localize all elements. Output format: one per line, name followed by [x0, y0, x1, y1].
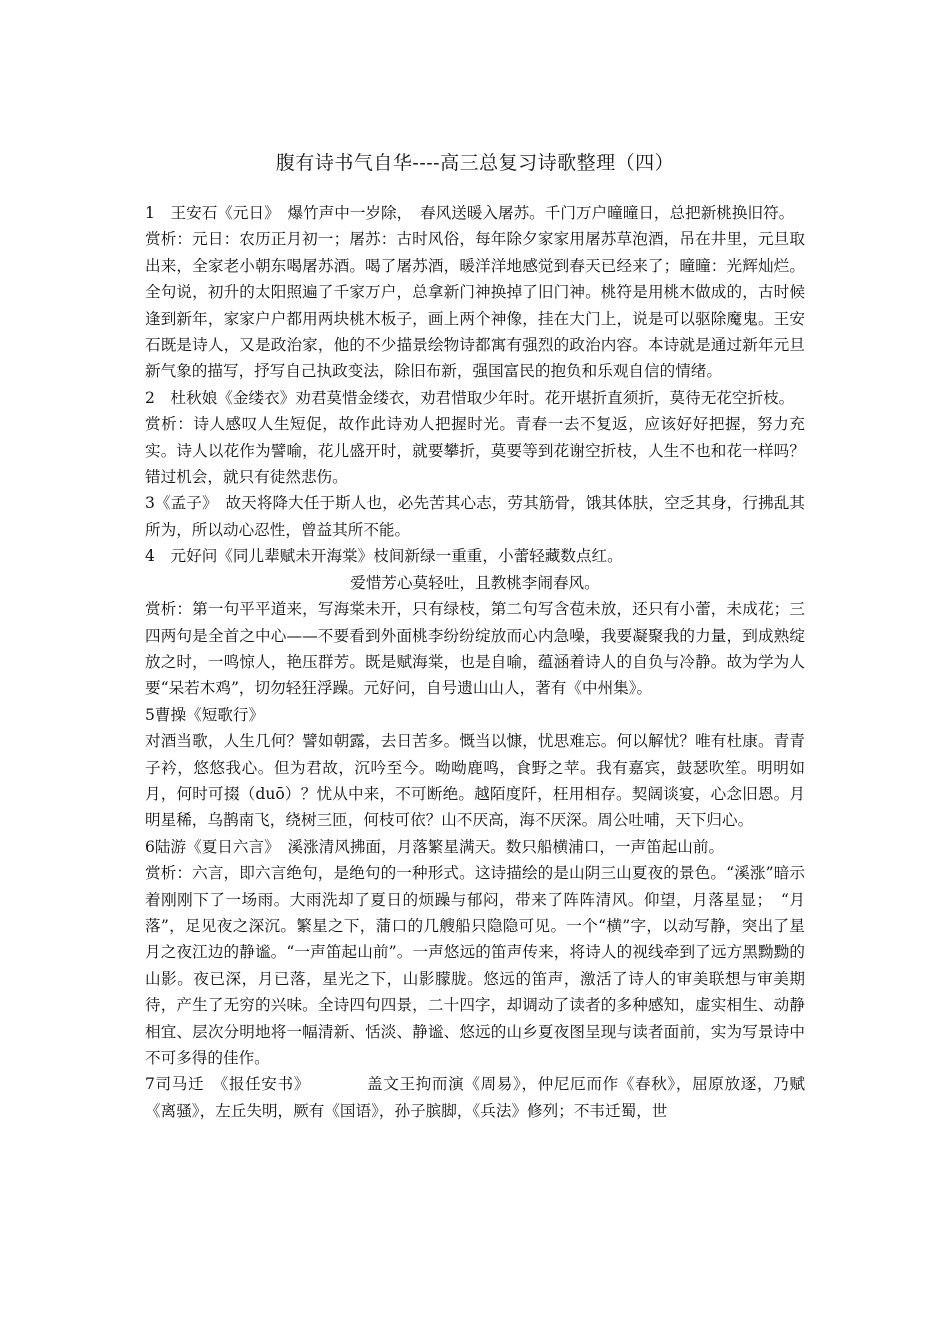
- document-body: [145, 200, 805, 1124]
- poem-4-text-line1: 4 元好问《同儿辈赋未开海棠》枝间新绿一重重，小蕾轻藏数点红。: [145, 547, 623, 566]
- poem-1-text: 1 王安石《元日》 爆竹声中一岁除， 春风送暖入屠苏。千门万户曈曈日，总把新桃换旧符。: [145, 204, 795, 222]
- poem-5-text: 对酒当歌，人生几何？譬如朝露，去日苦多。慨当以慷，忧思难忘。何以解忧？唯有杜康。青青子衿，悠悠我心。但为君故，沉吟至今。呦呦鹿鸣，食野之苹。我有嘉宾，鼓瑟吹笙。明明如月，何时可掇（duō）？忧从中来，不可断绝。越陌度阡，枉用相存。契阔谈宴，心念旧恩。月明星稀，乌鹊南飞，绕树三匝，何枝可依？山不厌高，海不厌深。周公吐哺，天下归心。: [145, 732, 805, 830]
- document-title: 腹有诗书气自华----高三总复习诗歌整理（四）: [275, 152, 675, 174]
- poem-2-analysis: 赏析：诗人感叹人生短促，故作此诗劝人把握时光。青春一去不复返，应该好好把握，努力充实。诗人以花作为譬喻，花儿盛开时，就要攀折，莫要等到花谢空折枝，人生不也和花一样吗？错过机会，就只有徒然悲伤。: [145, 415, 805, 487]
- passage-7-text: 7司马迁 《报任安书》 盖文王拘而演《周易》，仲尼厄而作《春秋》，屈原放逐，乃赋《离骚》，左丘失明，厥有《国语》，孙子膑脚，《兵法》修列；不韦迁蜀，世: [145, 1075, 805, 1120]
- poem-2-text: 2 杜秋娘《金缕衣》劝君莫惜金缕衣，劝君惜取少年时。花开堪折直须折，莫待无花空折枝。: [145, 388, 795, 407]
- poem-1-analysis: 赏析：元日：农历正月初一；屠苏：古时风俗，每年除夕家家用屠苏草泡酒，吊在井里，元旦取出来，全家老小朝东喝屠苏酒。喝了屠苏酒，暖洋洋地感觉到春天已经来了；曈曈：光辉灿烂。全句说，初升的太阳照遍了千家万户，总拿新门神换掉了旧门神。桃符是用桃木做成的，古时候逢到新年，家家户户都用两块桃木板子，画上两个神像，挂在大门上，说是可以驱除魔鬼。王安石既是诗人，又是政治家，他的不少描景绘物诗都寓有强烈的政治内容。本诗就是通过新年元旦新气象的描写，抒写自己执政变法，除旧布新，强国富民的抱负和乐观自信的情绪。: [145, 230, 805, 381]
- passage-3-text: 3《孟子》 故天将降大任于斯人也，必先苦其心志，劳其筋骨，饿其体肤，空乏其身，行拂乱其所为，所以动心忍性，曾益其所不能。: [145, 494, 805, 539]
- poem-4-text-line2: 爱惜芳心莫轻吐，且教桃李闹春风。: [350, 573, 600, 592]
- poem-6-text: 6陆游《夏日六言》 溪涨清风拂面，月落繁星满天。数只船横浦口，一声笛起山前。: [145, 837, 725, 856]
- poem-6-analysis: 赏析：六言，即六言绝句，是绝句的一种形式。这诗描绘的是山阴三山夏夜的景色。“溪涨”暗示着刚刚下了一场雨。大雨洗却了夏日的烦躁与郁闷，带来了阵阵清风。仰望，月落星显； “月落”，足见夜之深沉。繁星之下，蒲口的几艘船只隐隐可见。一个“横”字，以动写静，突出了星月之夜江边的静谧。“一声笛起山前”。一声悠远的笛声传来，将诗人的视线牵到了远方黑黝黝的山影。夜已深，月已落，星光之下，山影朦胧。悠远的笛声，激活了诗人的审美联想与审美期待，产生了无穷的兴味。全诗四句四景，二十四字，却调动了读者的多种感知，虚实相生、动静相宜、层次分明地将一幅清新、恬淡、静谧、悠远的山乡夏夜图呈现与读者面前，实为写景诗中不可多得的佳作。: [145, 864, 805, 1067]
- poem-4-analysis: 赏析：第一句平平道来，写海棠未开，只有绿枝，第二句写含苞未放，还只有小蕾，未成花；三四两句是全首之中心——不要看到外面桃李纷纷绽放而心内急噪，我要凝聚我的力量，到成熟绽放之时，一鸣惊人，艳压群芳。既是赋海棠，也是自喻，蕴涵着诗人的自负与冷静。故为学为人要“呆若木鸡”，切勿轻狂浮躁。元好问，自号遗山山人，著有《中州集》。: [145, 600, 805, 698]
- poem-5-heading: 5曹操《短歌行》: [145, 705, 265, 724]
